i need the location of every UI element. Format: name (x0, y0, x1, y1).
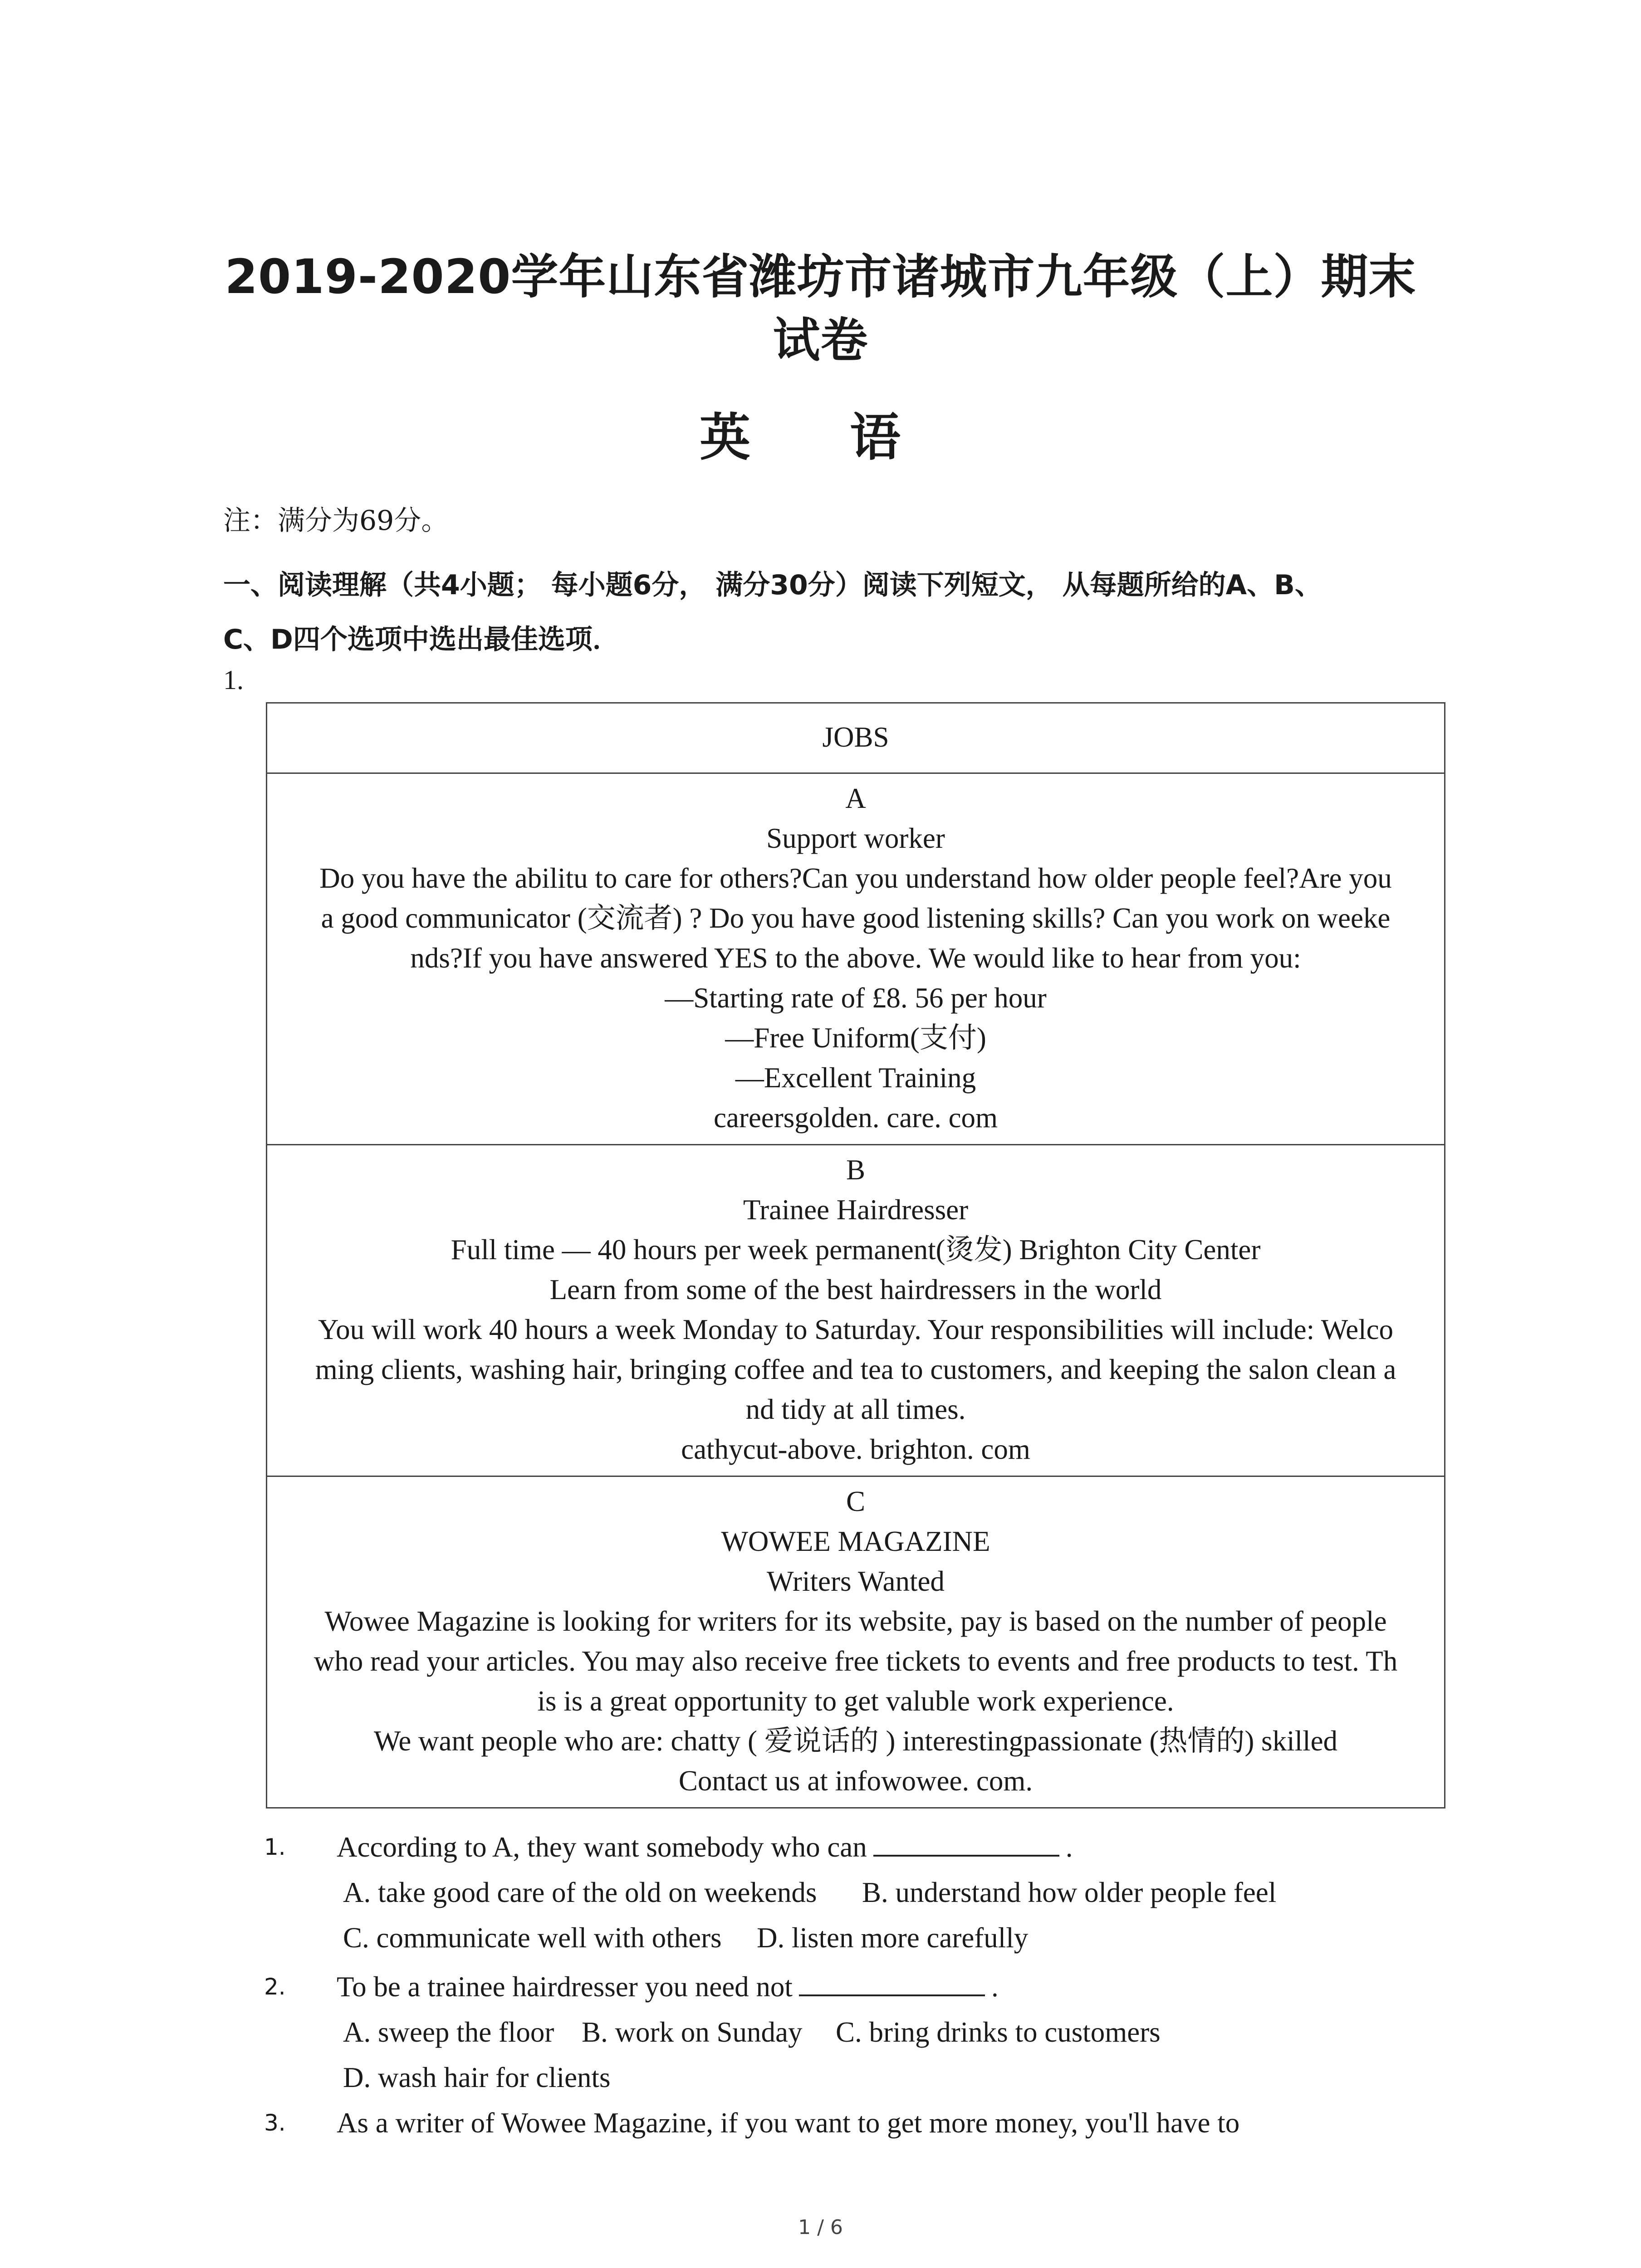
job-ad-line: You will work 40 hours a week Monday to Saturday. Your responsibilities will include: Welco (318, 1314, 1394, 1345)
option-row (259, 1870, 1447, 1915)
question-stem (337, 1964, 999, 2009)
question-number: 2. (264, 1974, 286, 2000)
option-a[interactable]: A. sweep the floor (343, 2016, 554, 2048)
title-line-2: 试卷 (773, 313, 868, 368)
job-ad-line: is is a great opportunity to get valuble work experience. (537, 1685, 1174, 1717)
job-ad-line: Learn from some of the best hairdressers in the world (549, 1274, 1162, 1305)
job-ad-line: a good communicator (交流者) ? Do you have good listening skills? Can you work on weeke (321, 902, 1391, 934)
job-ad-a (267, 773, 1445, 1145)
question-text: To be a trainee hairdresser you need not (337, 1971, 793, 2003)
passage-number: 1. (223, 665, 244, 695)
job-ad-line: We want people who are: chatty ( 爱说话的 ) interestingpassionate (热情的) skilled (373, 1725, 1338, 1757)
job-ad-line: Writers Wanted (767, 1565, 945, 1597)
job-ad-line: ming clients, washing hair, bringing coffee and tea to customers, and keeping the salon clean a (315, 1354, 1396, 1385)
option-d[interactable]: D. listen more carefully (757, 1922, 1029, 1954)
jobs-table (266, 702, 1445, 1809)
jobs-table-header: JOBS (267, 703, 1445, 773)
option-row (259, 2055, 1447, 2100)
job-ad-line: —Starting rate of £8. 56 per hour (665, 982, 1047, 1014)
section-line-1: 一、阅读理解（共4小题； 每小题6分， 满分30分）阅读下列短文， 从每题所给的A、B、 (223, 569, 1322, 601)
option-b[interactable]: B. work on Sunday (582, 2016, 803, 2048)
option-c[interactable]: C. communicate well with others (343, 1922, 722, 1954)
option-row (259, 2009, 1447, 2055)
question-number: 3. (264, 2110, 286, 2136)
job-ad-line: —Free Uniform(支付) (725, 1022, 986, 1054)
section-heading (223, 558, 1448, 667)
answer-blank[interactable] (799, 1969, 985, 1996)
question-text: As a writer of Wowee Magazine, if you want to get more money, you'll have to (337, 2107, 1240, 2139)
job-ad-b (267, 1145, 1445, 1476)
job-ad-link: Contact us at infowowee. com. (678, 1765, 1033, 1797)
option-b[interactable]: B. understand how older people feel (862, 1877, 1277, 1908)
question-end: . (1065, 1831, 1073, 1863)
question-end: . (991, 1971, 999, 2003)
job-ad-c (267, 1476, 1445, 1808)
question-number: 1. (264, 1834, 286, 1860)
job-ad-line: Trainee Hairdresser (743, 1194, 969, 1226)
job-ad-line: WOWEE MAGAZINE (721, 1525, 990, 1557)
job-ad-line: nds?If you have answered YES to the above. We would like to hear from you: (410, 942, 1301, 974)
option-a[interactable]: A. take good care of the old on weekends (343, 1877, 817, 1908)
job-ad-line: Full time — 40 hours per week permanent(烫发) Brighton City Center (451, 1234, 1261, 1266)
job-ad-line: who read your articles. You may also receive free tickets to events and free products to test. Th (314, 1645, 1398, 1677)
job-ad-letter: A (845, 782, 866, 814)
job-ad-link: cathycut-above. brighton. com (681, 1433, 1030, 1465)
job-ad-line: —Excellent Training (735, 1062, 976, 1094)
question-stem (337, 2100, 1239, 2146)
option-c[interactable]: C. bring drinks to customers (836, 2016, 1161, 2048)
page-number: 1 / 6 (798, 2216, 843, 2239)
question-list (259, 1824, 1447, 2146)
subject-heading: 英 语 (700, 408, 941, 467)
document-title (136, 245, 1505, 372)
job-ad-letter: C (846, 1486, 866, 1517)
job-ad-link: careersgolden. care. com (713, 1102, 998, 1134)
question-item (259, 1824, 1447, 1870)
title-line-1: 2019-2020学年山东省潍坊市诸城市九年级（上）期末 (225, 249, 1416, 304)
option-row (259, 1915, 1447, 1960)
answer-blank[interactable] (873, 1829, 1059, 1857)
option-d[interactable]: D. wash hair for clients (343, 2062, 611, 2093)
job-ad-letter: B (846, 1154, 866, 1186)
job-ad-line: nd tidy at all times. (745, 1393, 966, 1425)
job-ad-line: Do you have the abilitu to care for others?Can you understand how older people feel?Are you (319, 862, 1392, 894)
question-item (259, 1964, 1447, 2009)
section-line-2: C、D四个选项中选出最佳选项． (223, 624, 620, 655)
job-ad-line: Support worker (766, 822, 945, 854)
question-stem (337, 1824, 1073, 1870)
score-note: 注：满分为69分。 (223, 505, 449, 537)
question-text: According to A, they want somebody who can (337, 1831, 867, 1863)
question-item (259, 2100, 1447, 2146)
job-ad-line: Wowee Magazine is looking for writers for its website, pay is based on the number of people (324, 1605, 1387, 1637)
